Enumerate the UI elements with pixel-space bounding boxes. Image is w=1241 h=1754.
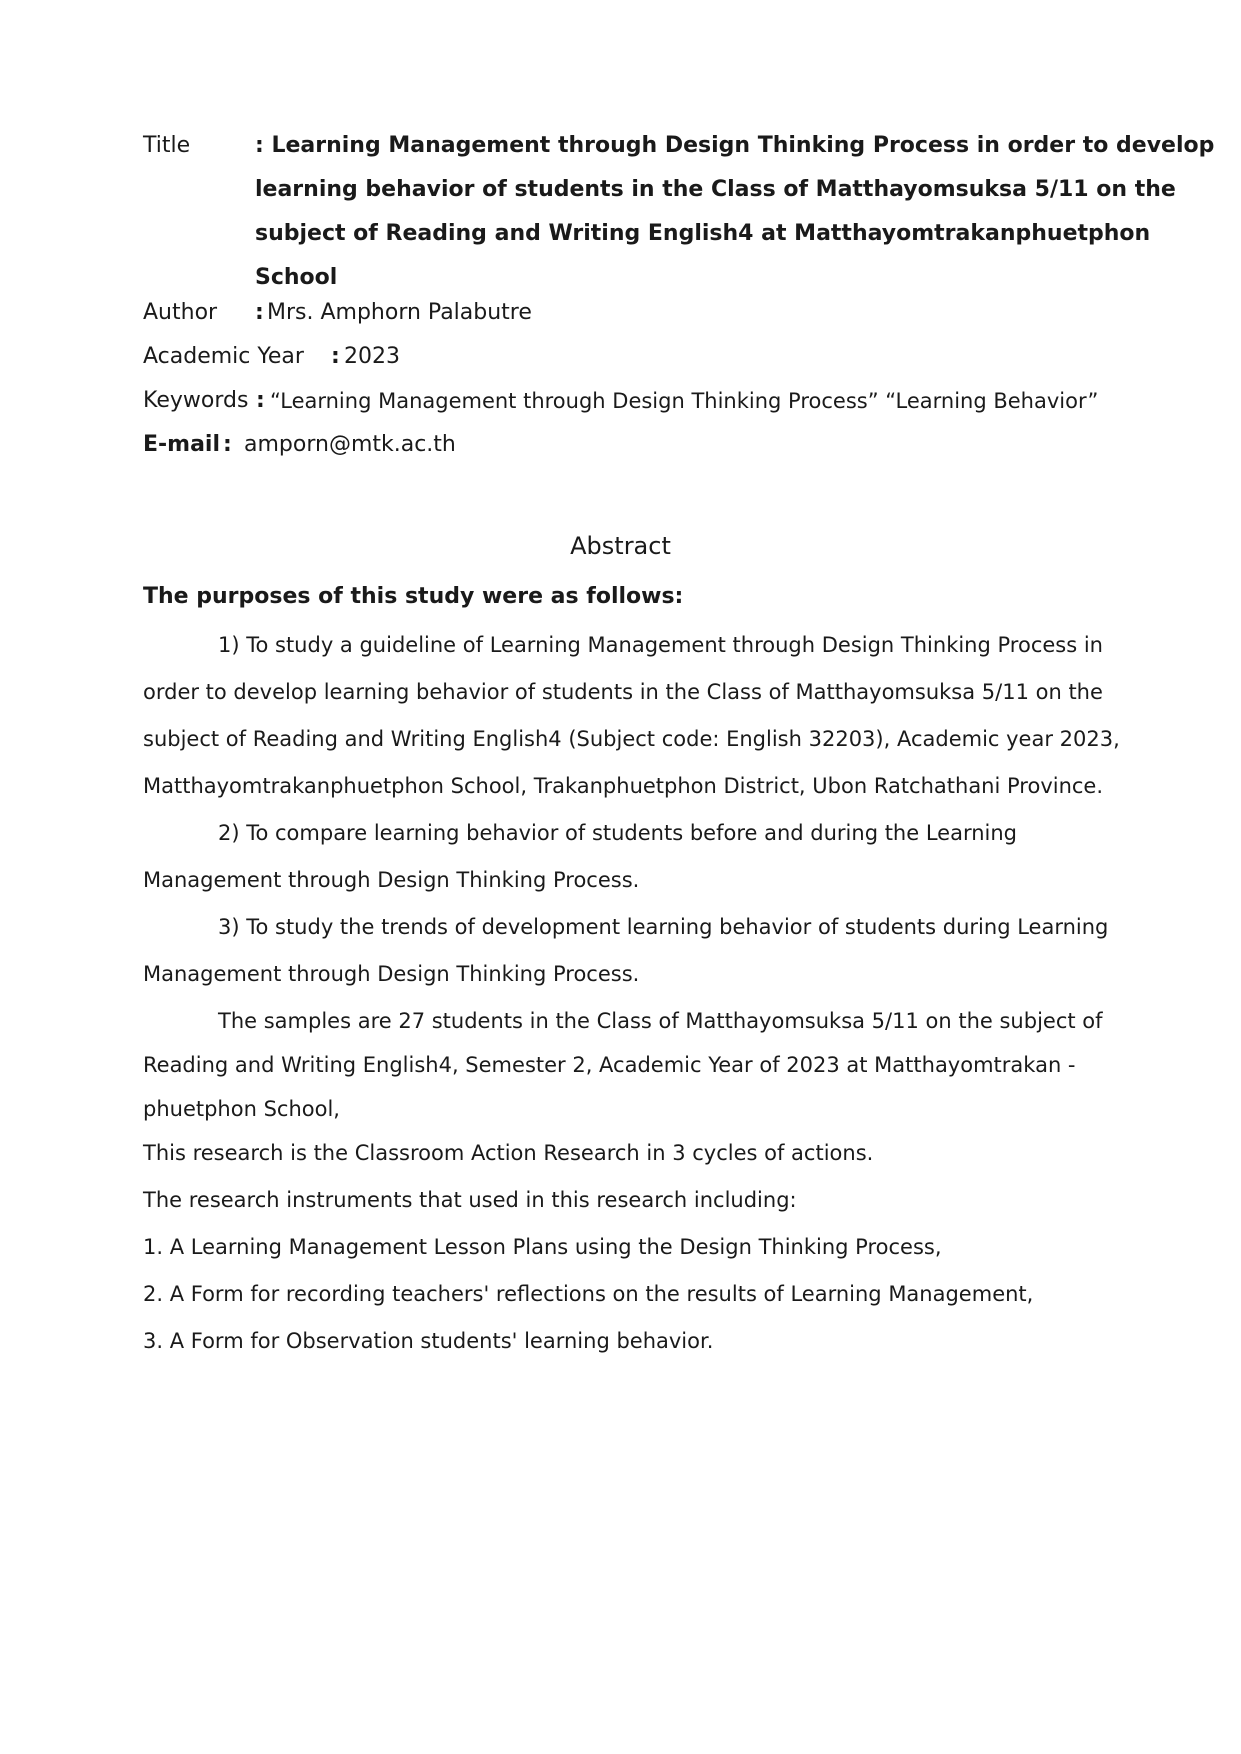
abstract-line: 2) To compare learning behavior of students before and during the Learning — [218, 821, 1018, 845]
academic-year-row — [143, 342, 400, 372]
email-row — [143, 430, 456, 460]
title-line: subject of Reading and Writing English4 at Matthayomtrakanphuetphon — [255, 221, 1151, 246]
abstract-heading: Abstract — [570, 532, 671, 560]
title-text — [255, 124, 1215, 300]
abstract-line: 1. A Learning Management Lesson Plans using the Design Thinking Process, — [143, 1235, 942, 1259]
abstract-line: subject of Reading and Writing English4 (Subject code: English 32203), Academic year 2023, — [143, 727, 1120, 751]
keywords-value: “Learning Management through Design Thinking Process” “Learning Behavior” — [270, 389, 1099, 413]
email-separator: : — [223, 432, 232, 457]
academic-year-label: Academic Year — [143, 344, 304, 369]
keywords-label: Keywords — [143, 388, 249, 413]
author-separator: : — [255, 300, 264, 325]
email-label: E-mail — [143, 432, 221, 457]
title-line: School — [255, 265, 338, 290]
abstract-line: Matthayomtrakanphuetphon School, Trakanphuetphon District, Ubon Ratchathani Province. — [143, 774, 1104, 798]
abstract-line: Reading and Writing English4, Semester 2, Academic Year of 2023 at Matthayomtrakan - — [143, 1053, 1076, 1077]
title-line: : Learning Management through Design Thinking Process in order to develop — [255, 133, 1215, 158]
abstract-line: phuetphon School, — [143, 1097, 340, 1121]
author-label: Author — [143, 300, 218, 325]
academic-year-value: 2023 — [344, 344, 400, 369]
email-value: amporn@mtk.ac.th — [244, 432, 456, 457]
abstract-line: order to develop learning behavior of students in the Class of Matthayomsuksa 5/11 on the — [143, 680, 1103, 704]
purposes-heading: The purposes of this study were as follows: — [143, 584, 684, 609]
abstract-line: 3) To study the trends of development learning behavior of students during Learning — [218, 915, 1109, 939]
title-label: Title — [143, 133, 191, 158]
abstract-line: Management through Design Thinking Process. — [143, 868, 640, 892]
abstract-line: The samples are 27 students in the Class of Matthayomsuksa 5/11 on the subject of — [218, 1009, 1103, 1033]
author-row — [143, 298, 532, 328]
title-line: learning behavior of students in the Class of Matthayomsuksa 5/11 on the — [255, 177, 1176, 202]
abstract-line: The research instruments that used in this research including: — [143, 1188, 797, 1212]
author-value: Mrs. Amphorn Palabutre — [267, 300, 532, 325]
keywords-row — [143, 386, 1099, 416]
abstract-line: Management through Design Thinking Process. — [143, 962, 640, 986]
keywords-separator: : — [256, 388, 265, 413]
abstract-line: 3. A Form for Observation students' learning behavior. — [143, 1329, 714, 1353]
abstract-line: This research is the Classroom Action Research in 3 cycles of actions. — [143, 1141, 874, 1165]
academic-year-separator: : — [331, 344, 340, 369]
abstract-line: 2. A Form for recording teachers' reflections on the results of Learning Management, — [143, 1282, 1034, 1306]
abstract-line: 1) To study a guideline of Learning Management through Design Thinking Process in — [218, 633, 1103, 657]
